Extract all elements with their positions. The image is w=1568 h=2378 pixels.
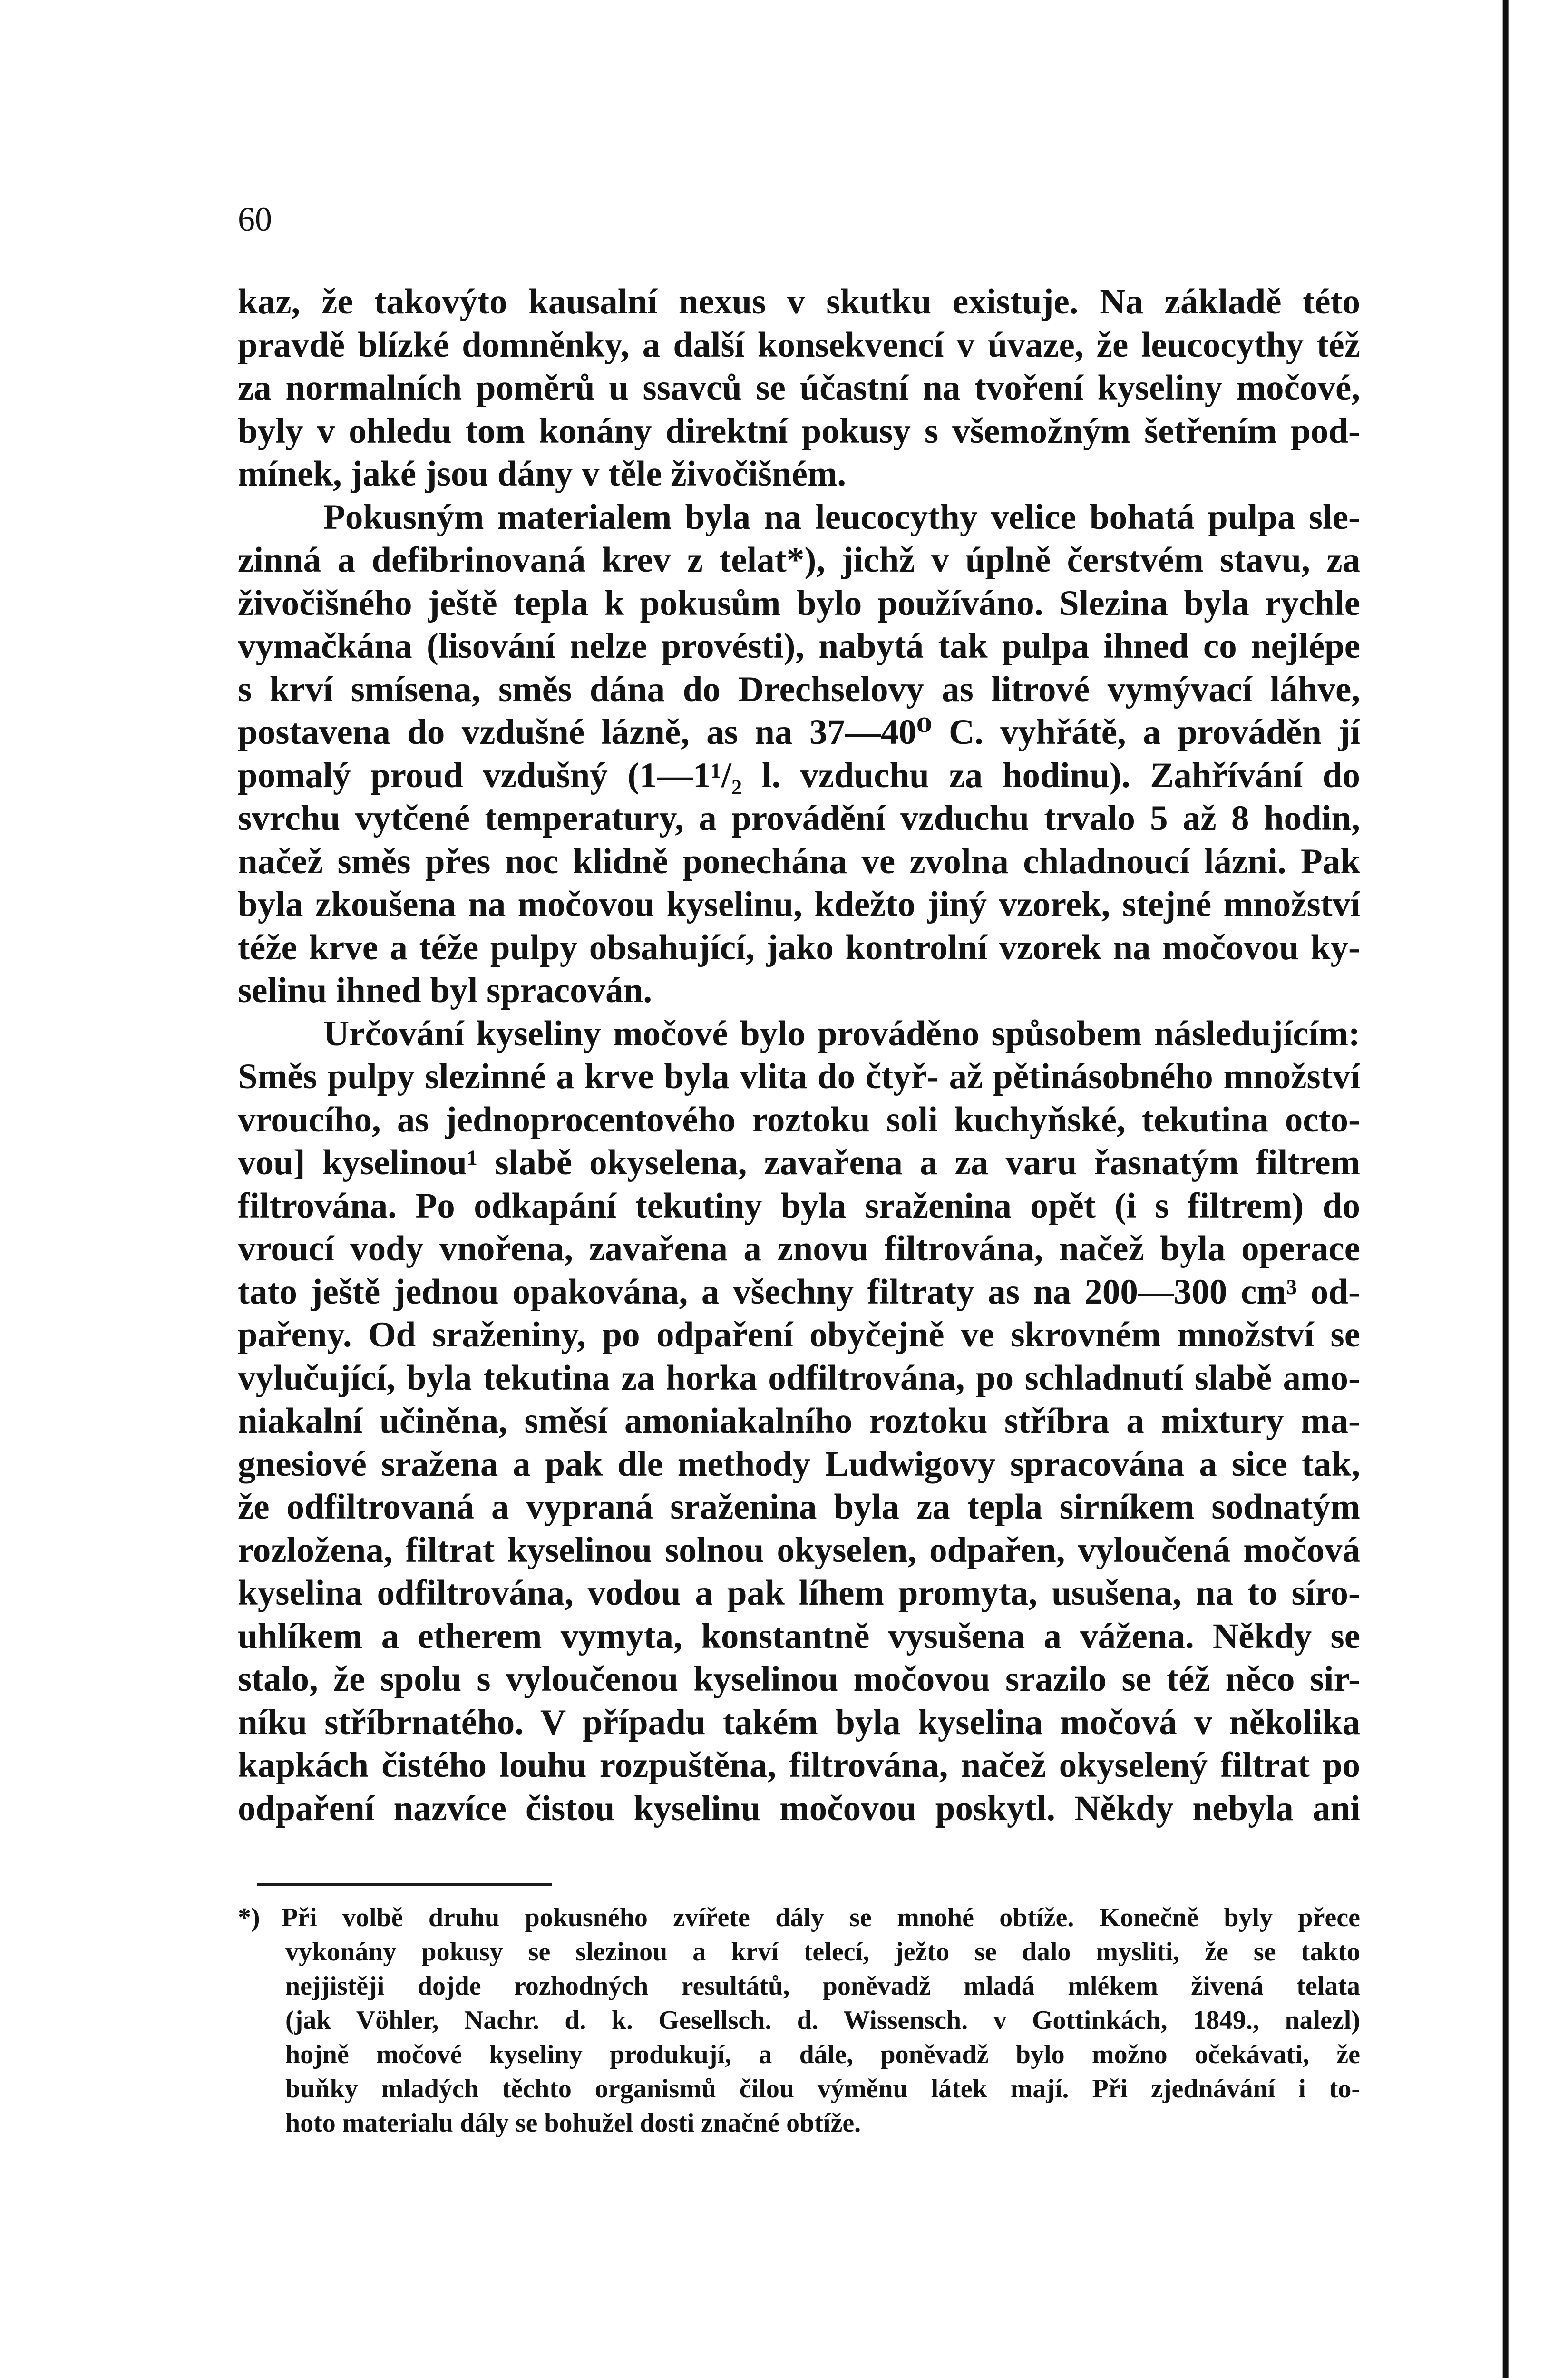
footnote-separator — [257, 1883, 552, 1886]
footnote-line: (jak Vöhler, Nachr. d. k. Gesellsch. d. Wissensch. v Gottinkách, 1849., nalezl) — [285, 2006, 1360, 2035]
body-line: svrchu vytčené temperatury, a provádění vzduchu trvalo 5 až 8 hodin, — [238, 799, 1360, 838]
body-line: vou] kyselinou¹ slabě okyselena, zavařena a za varu řasnatým filtrem — [238, 1143, 1360, 1182]
footnote-line: vykonány pokusy se slezinou a krví telecí, ježto se dalo mysliti, že se takto — [285, 1937, 1360, 1967]
body-line: mínek, jaké jsou dány v těle živočišném. — [238, 454, 847, 494]
body-line: živočišného ještě tepla k pokusům bylo používáno. Slezina byla rychle — [238, 583, 1360, 623]
body-line: pomalý proud vzdušný (1—1¹/₂ l. vzduchu za hodinu). Zahřívání do — [238, 755, 1360, 795]
body-line: pravdě blízké domněnky, a další konsekvencí v úvaze, že leucocythy též — [238, 325, 1360, 365]
body-line: tato ještě jednou opakována, a všechny filtraty as na 200—300 cm³ od- — [238, 1272, 1360, 1312]
footnote — [238, 1900, 1360, 2140]
body-line: niakalní učiněna, směsí amoniakalního roztoku stříbra a mixtury ma- — [238, 1401, 1360, 1441]
footnote-line: hoto materialu dály se bohužel dosti značné obtíže. — [285, 2108, 861, 2138]
body-text — [238, 281, 1360, 1830]
footnote-mark: *) — [238, 1903, 260, 1932]
body-line: pařeny. Od sraženiny, po odpaření obyčejně ve skrovném množství se — [238, 1315, 1360, 1355]
body-line: s krví smísena, směs dána do Drechselovy as litrové vymývací láhve, — [238, 669, 1360, 709]
body-line: že odfiltrovaná a vypraná sraženina byla za tepla sirníkem sodnatým — [238, 1487, 1360, 1527]
body-line: byly v ohledu tom konány direktní pokusy s všemožným šetřením pod- — [238, 411, 1360, 451]
body-line: téže krve a téže pulpy obsahující, jako kontrolní vzorek na močovou ky- — [238, 927, 1360, 967]
body-line: selinu ihned byl spracován. — [238, 971, 653, 1010]
body-line: rozložena, filtrat kyselinou solnou okyselen, odpařen, vyloučená močová — [238, 1530, 1360, 1570]
body-line: Směs pulpy slezinné a krve byla vlita do čtyř- až pětinásobného množství — [238, 1057, 1360, 1096]
body-line: Určování kyseliny močové bylo prováděno spůsobem následujícím: — [323, 1014, 1360, 1053]
body-line: kaz, že takovýto kausalní nexus v skutku existuje. Na základě této — [238, 282, 1360, 322]
body-line: vroucí vody vnořena, zavařena a znovu filtrována, načež byla operace — [238, 1229, 1360, 1268]
body-line: vylučující, byla tekutina za horka odfiltrována, po schladnutí slabě amo- — [238, 1358, 1360, 1398]
body-line: postavena do vzdušné lázně, as na 37—40⁰ C. vyhřátě, a prováděn jí — [238, 712, 1360, 752]
body-line: odpaření nazvíce čistou kyselinu močovou poskytl. Někdy nebyla ani — [238, 1788, 1360, 1828]
footnote-line: hojně močové kyseliny produkují, a dále, poněvadž bylo možno očekávati, že — [285, 2040, 1360, 2069]
body-line: kapkách čistého louhu rozpuštěna, filtrována, načež okyselený filtrat po — [238, 1745, 1360, 1785]
body-line: uhlíkem a etherem vymyta, konstantně vysušena a vážena. Někdy se — [238, 1616, 1360, 1656]
page-edge-scan-border — [1497, 0, 1568, 2378]
body-line: zinná a defibrinovaná krev z telat*), jichž v úplně čerstvém stavu, za — [238, 540, 1360, 580]
page-number: 60 — [238, 200, 272, 238]
footnote-line-text: Při volbě druhu pokusného zvířete dály se mnohé obtíže. Konečně byly přece — [282, 1903, 1360, 1932]
body-line: níku stříbrnatého. V případu takém byla kyselina močová v několika — [238, 1702, 1360, 1742]
footnote-line — [238, 1900, 1360, 1935]
body-line: vroucího, as jednoprocentového roztoku soli kuchyňské, tekutina octo- — [238, 1100, 1360, 1140]
body-line: za normalních poměrů u ssavců se účastní na tvoření kyseliny močové, — [238, 368, 1360, 408]
footnote-line: buňky mladých těchto organismů čilou výměnu látek mají. Při zjednávání i to- — [285, 2074, 1360, 2104]
body-line: načež směs přes noc klidně ponechána ve zvolna chladnoucí lázni. Pak — [238, 841, 1360, 881]
body-line: kyselina odfiltrována, vodou a pak líhem promyta, usušena, na to síro- — [238, 1573, 1360, 1613]
body-line: filtrována. Po odkapání tekutiny byla sraženina opět (i s filtrem) do — [238, 1186, 1360, 1226]
body-line: Pokusným materialem byla na leucocythy velice bohatá pulpa sle- — [323, 497, 1360, 537]
body-line: byla zkoušena na močovou kyselinu, kdežto jiný vzorek, stejné množství — [238, 885, 1360, 924]
body-line: gnesiové sražena a pak dle methody Ludwigovy spracována a sice tak, — [238, 1444, 1360, 1484]
footnote-line: nejjistěji dojde rozhodných resultátů, poněvadž mladá mlékem živená telata — [285, 1971, 1360, 2001]
body-line: vymačkána (lisování nelze provésti), nabytá tak pulpa ihned co nejlépe — [238, 626, 1360, 666]
body-line: stalo, že spolu s vyloučenou kyselinou močovou srazilo se též něco sir- — [238, 1659, 1360, 1699]
